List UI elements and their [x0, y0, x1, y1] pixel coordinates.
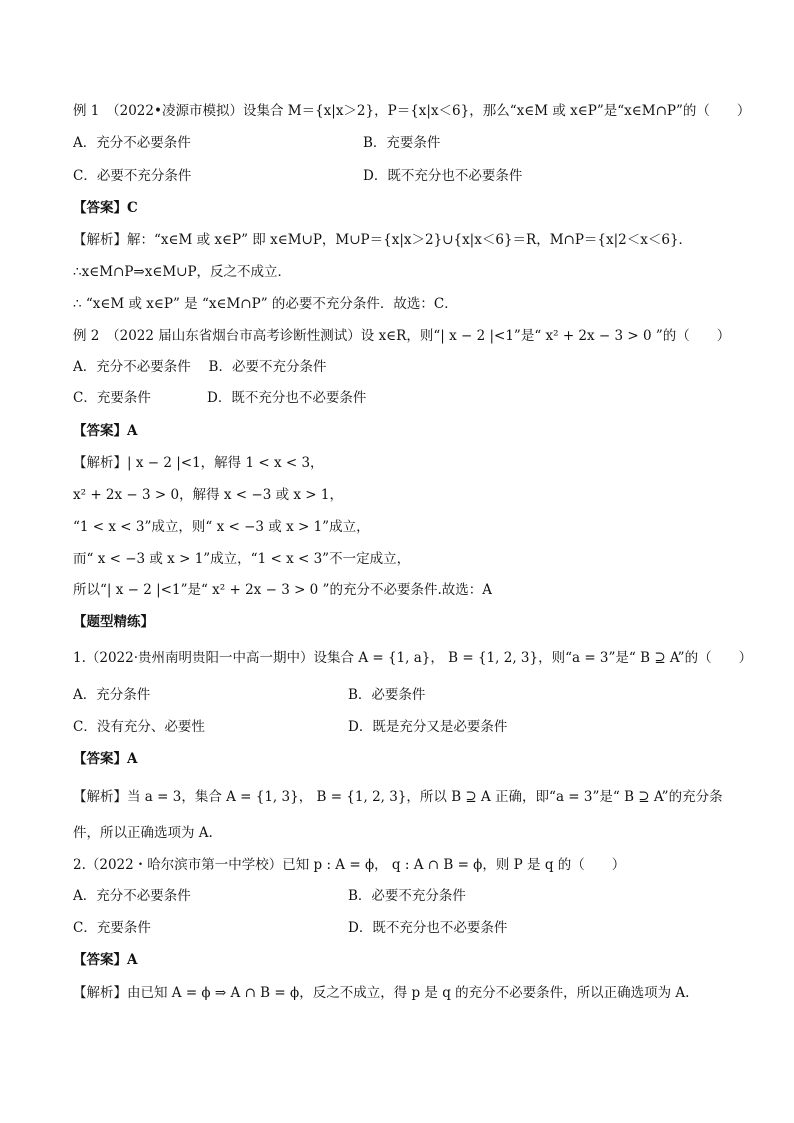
problem-1-options-row-1 — [73, 685, 723, 705]
example-2-answer: 【答案】A — [73, 423, 138, 439]
example-1-explanation-1: 【解析】解：“x∈M 或 x∈P” 即 x∈M∪P，M∪P＝{x|x＞2}∪{x|x＜6}＝R，M∩P＝{x|2＜x＜6}． — [73, 232, 693, 248]
example-1-options-row-2 — [73, 166, 723, 186]
problem-1-explanation-1: 【解析】当 a = 3，集合 A = {1, 3}， B = {1, 2, 3}，所以 B ⊇ A 正确，即“a = 3”是“ B ⊇ A”的充分条 — [73, 789, 723, 805]
example-2-options-cd — [73, 388, 723, 408]
option-d: D．既不充分也不必要条件 — [207, 390, 367, 406]
problem-1-question: 1.（2022·贵州南明贵阳一中高一期中）设集合 A = {1, a}， B = {1, 2, 3}，则“a = 3”是“ B ⊇ A”的（ ） — [73, 650, 753, 666]
option-c: C．充要条件 — [73, 390, 151, 406]
problem-2-answer: 【答案】A — [73, 952, 138, 968]
example-1-answer: 【答案】C — [73, 200, 138, 216]
option-c: C．充要条件 — [73, 920, 151, 936]
example-2-question: 例 2 （2022 届山东省烟台市高考诊断性测试）设 x∈R，则“| x − 2 |<1”是“ x² + 2x − 3 > 0 ”的（ ） — [73, 328, 731, 344]
example-2-explanation-3: “1 < x < 3”成立，则“ x < −3 或 x > 1”成立， — [73, 519, 370, 535]
example-2-options-ab: A．充分不必要条件 B．必要不充分条件 — [73, 359, 327, 375]
option-d: D．既不充分也不必要条件 — [363, 168, 523, 184]
example-2-explanation-5: 所以“| x − 2 |<1”是“ x² + 2x − 3 > 0 ”的充分不必要条件.故选：A — [73, 582, 492, 598]
problem-1-answer: 【答案】A — [73, 751, 138, 767]
option-c: C．必要不充分条件 — [73, 168, 192, 184]
option-a: A．充分条件 — [73, 687, 151, 703]
problem-2-options-row-2 — [73, 918, 723, 938]
example-1-options-row-1 — [73, 133, 723, 153]
option-b: B．必要条件 — [348, 687, 426, 703]
option-d: D．既是充分又是必要条件 — [348, 719, 508, 735]
option-c: C．没有充分、必要性 — [73, 719, 205, 735]
problem-1-explanation-2: 件，所以正确选项为 A. — [73, 825, 213, 841]
option-d: D．既不充分也不必要条件 — [348, 920, 508, 936]
option-b: B．必要不充分条件 — [348, 888, 466, 904]
example-1-explanation-2: ∴x∈M∩P⇒x∈M∪P，反之不成立． — [73, 264, 292, 280]
option-a: A．充分不必要条件 — [73, 135, 191, 151]
problem-2-explanation-1: 【解析】由已知 A = ϕ ⇒ A ∩ B = ϕ，反之不成立，得 p 是 q 的充分不必要条件，所以正确选项为 A. — [73, 985, 690, 1001]
practice-section-title: 【题型精练】 — [73, 614, 154, 630]
example-2-explanation-4: 而“ x < −3 或 x > 1”成立，“1 < x < 3”不一定成立， — [73, 551, 411, 567]
example-2-explanation-1: 【解析】| x − 2 |<1，解得 1 < x < 3， — [73, 455, 324, 471]
problem-2-options-row-1 — [73, 886, 723, 906]
option-b: B．充要条件 — [363, 135, 441, 151]
example-1-explanation-3: ∴ “x∈M 或 x∈P” 是 “x∈M∩P” 的必要不充分条件．故选：C． — [73, 296, 458, 312]
problem-1-options-row-2 — [73, 717, 723, 737]
example-2-explanation-2: x² + 2x − 3 > 0，解得 x < −3 或 x > 1， — [73, 487, 343, 503]
problem-2-question: 2.（2022・哈尔滨市第一中学校）已知 p : A = ϕ， q : A ∩ B = ϕ，则 P 是 q 的（ ） — [73, 857, 626, 873]
option-a: A．充分不必要条件 — [73, 888, 191, 904]
example-1-question: 例 1 （2022•凌源市模拟）设集合 M＝{x|x＞2}，P＝{x|x＜6}，那么“x∈M 或 x∈P”是“x∈M∩P”的（ ） — [73, 103, 751, 119]
